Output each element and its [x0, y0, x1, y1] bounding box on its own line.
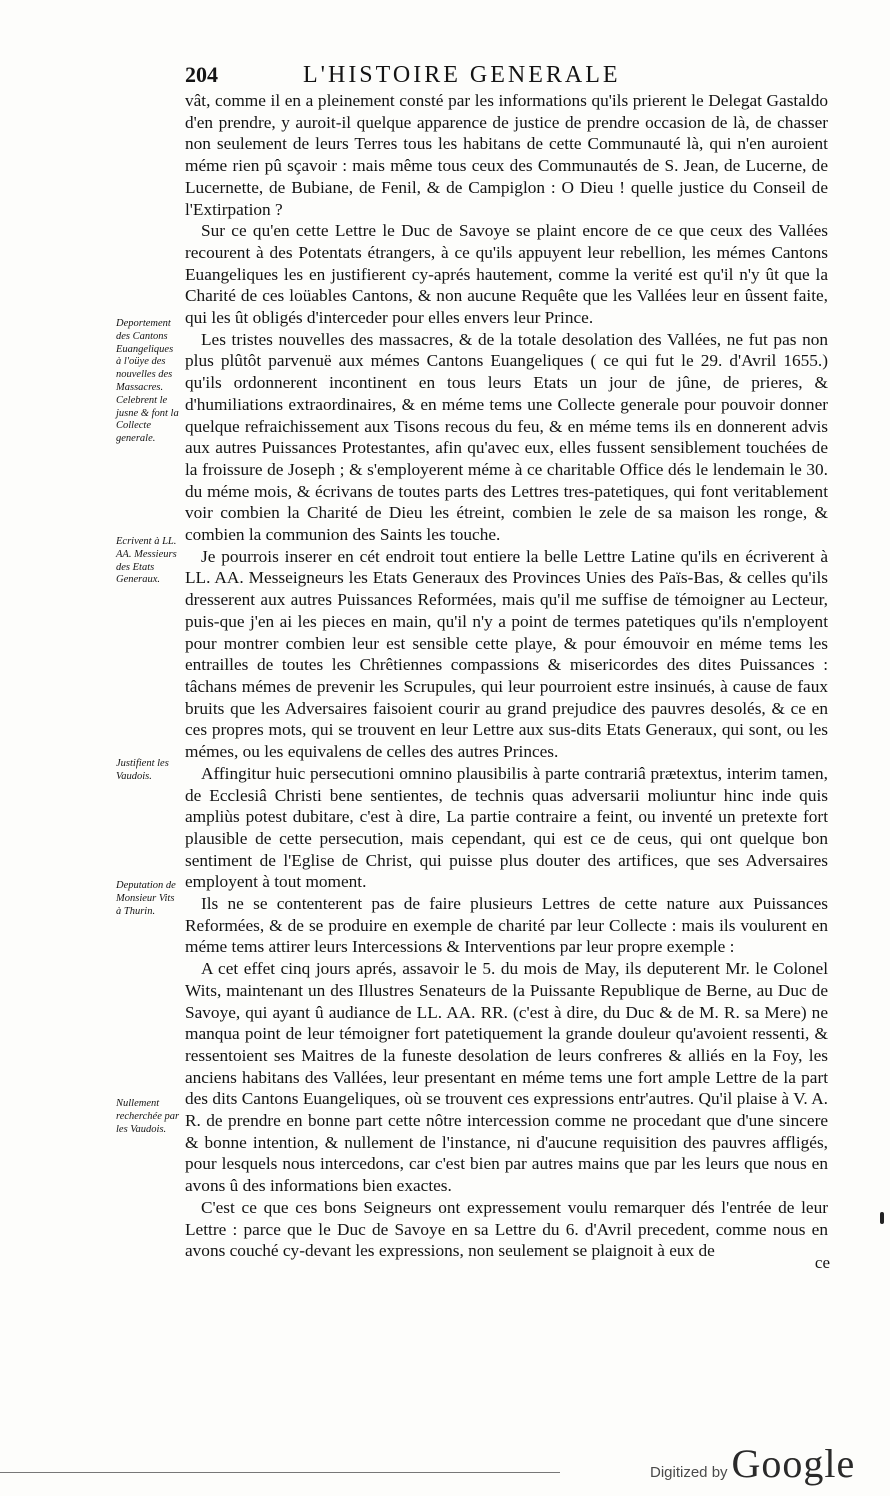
paragraph: Ils ne se contenterent pas de faire plusieurs Lettres de cette nature aux Puissances Reformées, & de se produire en exemple de charité par leur Collecte : mais ils voulurent en méme tems attirer leurs Intercessions & Interventions par leur propre exemple :	[185, 894, 828, 957]
paragraph: Les tristes nouvelles des massacres, & de la totale desolation des Vallées, ne fut pas non plus plûtôt parvenuë aux mémes Cantons Euangeliques ( ce qui fut le 29. d'Avril 1655.) qu'ils ordonnerent incontinent en tous leurs Etats un jour de jûne, de prieres, & d'humiliations extraordinaires, & en méme tems une Collecte generale pour pouvoir donner quelque refraichissement aux Tisons recous du feu, & en méme tems ils en donnerent advis aux autres Puissances Protestantes, afin qu'avec eux, elles fussent sensiblement touchées de la froissure de Joseph ; & s'employerent méme à ce charitable Office dés le lendemain le 30. du méme mois, & écrivans de toutes parts des Lettres tres-patetiques, qui font veritablement voir combien la Charité de Dieu les étreint, combien le zele de sa maison les ronge, & combien la communion des Saints les touche.	[185, 329, 828, 545]
scan-edge-line	[0, 1472, 560, 1473]
margin-note: Justifient les Vaudois.	[116, 758, 169, 782]
paragraph: Sur ce qu'en cette Lettre le Duc de Savoye se plaint encore de ce que ceux des Vallées recourent à des Potentats étrangers, à ce qu'ils appuyent leur rebellion, les mémes Cantons Euangeliques les en justifierent cy-aprés hautement, comme la verité est qu'il n'y ût que la Charité de ces loüables Cantons, & non aucune Requête que les Vallées leur en ûssent faite, qui les ût obligés d'interceder pour elles envers leur Prince.	[185, 221, 828, 328]
margin-note: Deportement des Cantons Euangeliques à l'oüye des nouvelles des Massacres. Celebrent le jusne & font la Collecte generale.	[116, 318, 179, 445]
latin-quotation-paragraph: Affingitur huic persecutioni omnino plausibilis à parte contrariâ prætextus, interim tamen, de Ecclesiâ Christi bene sentientes, de technis quas adversarii moliuntur hinc inde quis ampliùs potest dubitare, c'est à dire, La partie contraire a feint, ou inventé un pretexte fort plausible de cette persecution, mais cependant, qui est ce de ceus, qui ont quelque bon sentiment de l'Eglise de Christ, qui puisse plus douter des artifices, que ses Adversaires employent à tout moment.	[185, 763, 828, 892]
google-logo: Google	[731, 1441, 856, 1486]
running-title: L'HISTOIRE GENERALE	[303, 62, 621, 88]
page-number: 204	[185, 62, 218, 87]
margin-note: Deputation de Monsieur Vits à Thurin.	[116, 880, 176, 917]
paragraph: A cet effet cinq jours aprés, assavoir le 5. du mois de May, ils deputerent Mr. le Colonel Wits, maintenant un des Illustres Senateurs de la Puissante Republique de Berne, au Duc de Savoye, qui ayant û audiance de LL. AA. RR. (c'est à dire, du Duc & de M. R. sa Mere) ne manqua point de leur témoigner fort patetiquement la grande douleur qu'avoient ressenti, & ressentoient ses Maitres de la funeste desolation de leurs confreres & alliés en la Foy, les anciens habitans des Vallées, leur presentant en méme tems une fort ample Lettre de la part des dits Cantons Euangeliques, où se trouvent ces expressions entr'autres. Qu'il plaise à V. A. R. de prendre en bonne part cette nôtre intercession comme ne procedant que d'une sincere & bonne intention, & nullement de l'instance, ni d'aucune requisition des pauvres affligés, pour lesquels nous intercedons, car c'est bien par autres mains que par les leurs que nous en avons û des informations bien exactes.	[185, 959, 828, 1196]
paragraph: C'est ce que ces bons Seigneurs ont expressement voulu remarquer dés l'entrée de leur Lettre : parce que le Duc de Savoye en sa Lettre du 6. d'Avril precedent, comme nous en avons couché cy-devant les expressions, non seulement se plaignoit à eux de	[185, 1197, 828, 1261]
paragraph: Je pourrois inserer en cét endroit tout entiere la belle Lettre Latine qu'ils en écriverent à LL. AA. Messeigneurs les Etats Generaux des Provinces Unies des Païs-Bas, & celles qu'ils dresserent aux autres Puissances Reformées, mais qu'il me suffise de témoigner au Lecteur, puis-que j'en ai les pieces en main, qu'il n'y a point de termes patetiques qu'ils n'employent pour montrer combien leur est sensible cette playe, & pour émouvoir en méme tems les entrailles de toutes les Chrêtiennes compassions & misericordes des dites Puissances : tâchans mémes de prevenir les Scrupules, qui leur pourroient estre insinués, à cause de faux bruits que les Adversaires faisoient courir au grand prejudice des pauvres desolés, & ce en ces propres mots, qui se trouvent en leur Lettre aux sus-dits Etats Generaux, qui sont, ou les mémes, ou les equivalens de celles des autres Princes.	[185, 546, 828, 762]
margin-note: Nullement recherchée par les Vaudois.	[116, 1098, 180, 1135]
body-text	[185, 90, 828, 1262]
catchword: ce	[814, 1253, 830, 1272]
scan-speck	[880, 1212, 884, 1224]
watermark-prefix: Digitized by	[650, 1464, 728, 1481]
margin-note: Ecrivent à LL. AA. Messieurs des Etats Generaux.	[116, 536, 177, 586]
digitization-watermark	[650, 1440, 855, 1487]
paragraph: vât, comme il en a pleinement consté par les informations qu'ils prierent le Delegat Gastaldo d'en prendre, y auroit-il quelque apparence de justice de prendre occasion de là, de chasser non seulement de leurs Terres tous les habitans de cette Communauté là, qui n'en auroient méme rien pû sçavoir : mais même tous ceux des Communautés de S. Jean, de Lucerne, de Lucernette, de Bubiane, de Fenil, & de Campiglon : O Dieu ! quelle justice du Conseil de l'Extirpation ?	[185, 91, 828, 219]
page-header	[185, 62, 835, 92]
